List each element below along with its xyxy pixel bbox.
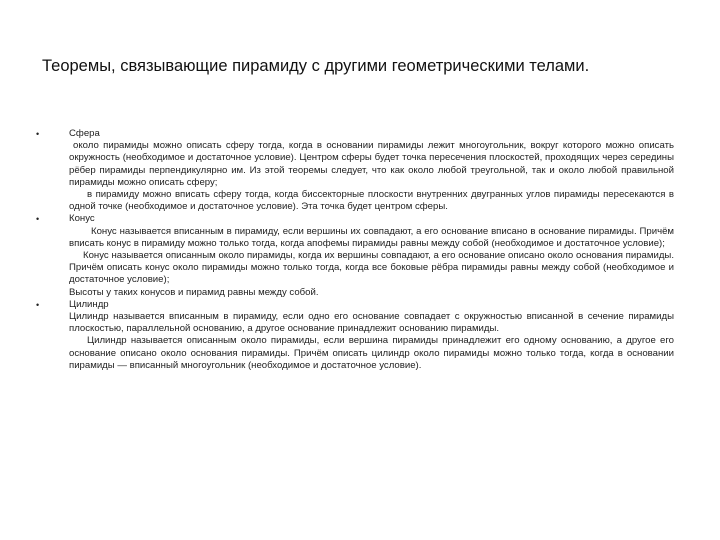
section-paragraph: Высоты у таких конусов и пирамид равны между собой. bbox=[69, 286, 319, 298]
bullet-icon: • bbox=[36, 129, 40, 139]
section-paragraph: Конус называется описанным около пирамиды, когда их вершины совпадают, а его основание описано около основания пирамиды. Причём описать конус около пирамиды можно только тогда, когда все боковые рёбра пирамиды равны между собой (необходимое и достаточное условие); bbox=[69, 250, 674, 286]
slide-content bbox=[36, 128, 674, 372]
section-cone bbox=[36, 213, 674, 298]
section-paragraph: Конус называется вписанным в пирамиду, если вершины их совпадают, а его основание вписано в основание пирамиды. Причём вписать конус в пирамиду можно только тогда, когда апофемы пирамиды равны между собой (необходимое и достаточное условие); bbox=[69, 225, 674, 249]
bullet-icon: • bbox=[36, 299, 40, 310]
section-heading: Конус bbox=[69, 213, 95, 225]
section-sphere bbox=[36, 128, 674, 213]
section-paragraph: Цилиндр называется описанным около пирамиды, если вершина пирамиды принадлежит его одному основанию, а другое его основание описано около основания пирамиды. Причём описать цилиндр около пирамиды можно только тогда, когда в основании пирамиды — вписанный многоугольник (необходимое и достаточное условие). bbox=[69, 335, 674, 371]
section-heading: Цилиндр bbox=[69, 298, 109, 310]
section-paragraph: около пирамиды можно описать сферу тогда, когда в основании пирамиды лежит многоугольник, вокруг которого можно описать окружность (необходимое и достаточное условие). Центром сферы будет точка пересечения плоскостей, проходящих через середины рёбер пирамиды перпендикулярно им. Из этой теоремы следует, что как около любой треугольной, так и около любой правильной пирамиды можно описать сферу; bbox=[69, 140, 674, 188]
section-cylinder bbox=[36, 299, 674, 372]
slide-title: Теоремы, связывающие пирамиду с другими геометрическими телами. bbox=[42, 57, 590, 75]
section-paragraph: в пирамиду можно вписать сферу тогда, когда биссекторные плоскости внутренних двугранных углов пирамиды пересекаются в одной точке (необходимое и достаточное условие). Эта точка будет центром сферы. bbox=[69, 189, 674, 213]
bullet-icon: • bbox=[36, 214, 40, 225]
section-heading: Сфера bbox=[69, 128, 100, 139]
section-paragraph: Цилиндр называется вписанным в пирамиду, если одно его основание совпадает с окружностью вписанной в сечение пирамиды плоскостью, параллельной основанию, а другое основание принадлежит основанию пирамиды. bbox=[69, 311, 674, 335]
